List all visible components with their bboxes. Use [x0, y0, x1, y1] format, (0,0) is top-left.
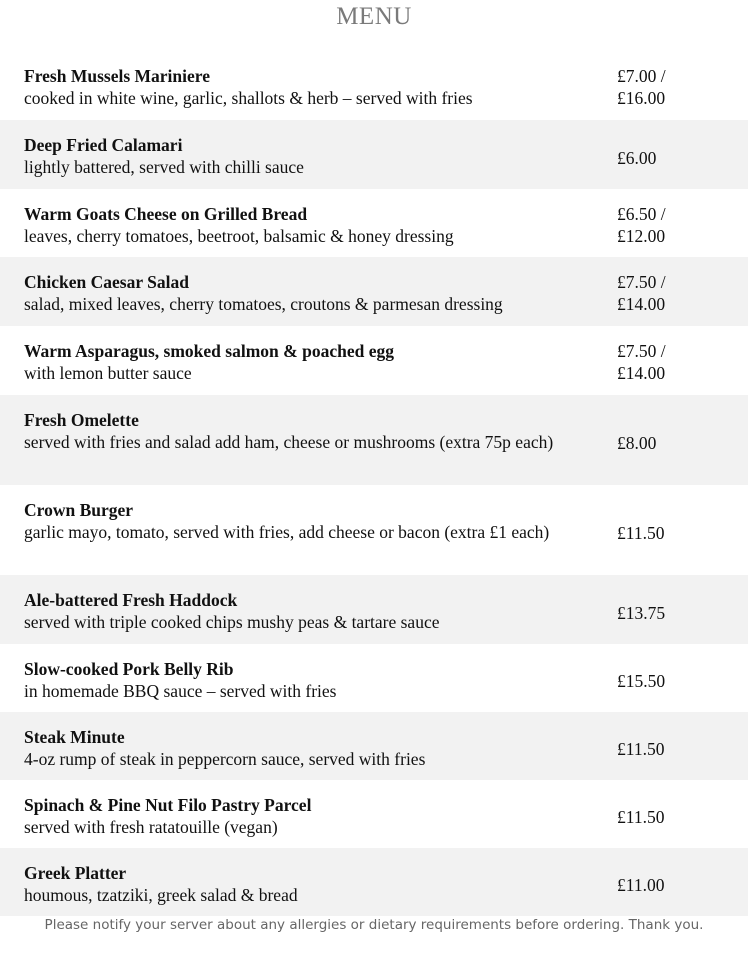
menu-item-description: served with fries and salad add ham, cheese or mushrooms (extra 75p each)	[24, 432, 554, 452]
price-line: £14.00	[617, 294, 666, 314]
menu-list	[0, 51, 748, 916]
price-line: £7.50 /	[617, 341, 666, 361]
menu-item-text	[24, 726, 617, 770]
menu-item-name: Fresh Mussels Mariniere	[24, 66, 210, 86]
menu-item-description: 4-oz rump of steak in peppercorn sauce, served with fries	[24, 749, 426, 769]
menu-item-price	[617, 602, 737, 624]
price-line: £11.50	[617, 807, 665, 827]
page-title: MENU	[336, 3, 412, 30]
menu-item-text	[24, 658, 617, 702]
menu-item-name: Chicken Caesar Salad	[24, 272, 189, 292]
menu-item-name: Ale-battered Fresh Haddock	[24, 590, 238, 610]
menu-item-price	[617, 147, 737, 169]
menu-item-name: Spinach & Pine Nut Filo Pastry Parcel	[24, 795, 312, 815]
menu-item	[0, 189, 748, 257]
menu-item-text	[24, 589, 617, 633]
allergy-notice: Please notify your server about any allergies or dietary requirements before ordering. Thank you.	[44, 917, 704, 933]
menu-item-text	[24, 340, 617, 384]
menu-item-name: Steak Minute	[24, 727, 125, 747]
menu-item-price	[617, 340, 737, 384]
price-line: £11.50	[617, 523, 665, 543]
menu-item-description: salad, mixed leaves, cherry tomatoes, croutons & parmesan dressing	[24, 294, 503, 314]
menu-item-name: Fresh Omelette	[24, 410, 139, 430]
menu-item-price	[617, 203, 737, 247]
menu-item-name: Warm Goats Cheese on Grilled Bread	[24, 204, 308, 224]
menu-item	[0, 644, 748, 712]
menu-item-name: Warm Asparagus, smoked salmon & poached egg	[24, 341, 394, 361]
price-line: £14.00	[617, 363, 666, 383]
menu-item-text	[24, 203, 617, 247]
price-line: £16.00	[617, 88, 666, 108]
menu-item-text	[24, 499, 617, 543]
price-line: £7.00 /	[617, 66, 666, 86]
menu-item-description: served with fresh ratatouille (vegan)	[24, 817, 278, 837]
menu-item-price	[617, 65, 737, 109]
price-line: £11.00	[617, 875, 665, 895]
menu-item	[0, 712, 748, 780]
menu-item-description: in homemade BBQ sauce – served with fries	[24, 681, 337, 701]
price-line: £6.50 /	[617, 204, 666, 224]
menu-item-name: Deep Fried Calamari	[24, 135, 183, 155]
menu-item-text	[24, 409, 617, 453]
menu-item-name: Slow-cooked Pork Belly Rib	[24, 659, 234, 679]
menu-item-price	[617, 271, 737, 315]
menu-item-text	[24, 65, 617, 109]
menu-item	[0, 575, 748, 644]
price-line: £7.50 /	[617, 272, 666, 292]
menu-item-price	[617, 432, 737, 454]
menu-item-price	[617, 738, 737, 760]
menu-item-price	[617, 874, 737, 896]
menu-item-name: Crown Burger	[24, 500, 134, 520]
menu-item	[0, 257, 748, 326]
menu-item-description: served with triple cooked chips mushy peas & tartare sauce	[24, 612, 440, 632]
menu-item	[0, 120, 748, 189]
menu-item-description: with lemon butter sauce	[24, 363, 192, 383]
menu-item-price	[617, 522, 737, 544]
menu-item-description: houmous, tzatziki, greek salad & bread	[24, 885, 298, 905]
menu-item-name: Greek Platter	[24, 863, 127, 883]
price-line: £15.50	[617, 671, 666, 691]
price-line: £12.00	[617, 226, 666, 246]
price-line: £13.75	[617, 602, 666, 623]
menu-item	[0, 780, 748, 848]
menu-item-text	[24, 134, 617, 178]
menu-item	[0, 51, 748, 120]
price-line: £11.50	[617, 739, 665, 759]
menu-item-description: leaves, cherry tomatoes, beetroot, balsamic & honey dressing	[24, 226, 454, 246]
price-line: £8.00	[617, 433, 657, 453]
menu-item-description: cooked in white wine, garlic, shallots & herb – served with fries	[24, 88, 473, 108]
menu-item	[0, 848, 748, 916]
menu-item-text	[24, 794, 617, 838]
menu-item-description: lightly battered, served with chilli sauce	[24, 157, 304, 177]
menu-item-price	[617, 806, 737, 828]
menu-item-price	[617, 670, 737, 692]
menu-item	[0, 326, 748, 395]
menu-item-text	[24, 862, 617, 906]
price-line: £6.00	[617, 147, 657, 168]
menu-item	[0, 485, 748, 575]
menu-item-text	[24, 271, 617, 315]
menu-item-description: garlic mayo, tomato, served with fries, add cheese or bacon (extra £1 each)	[24, 522, 550, 542]
menu-item	[0, 395, 748, 485]
